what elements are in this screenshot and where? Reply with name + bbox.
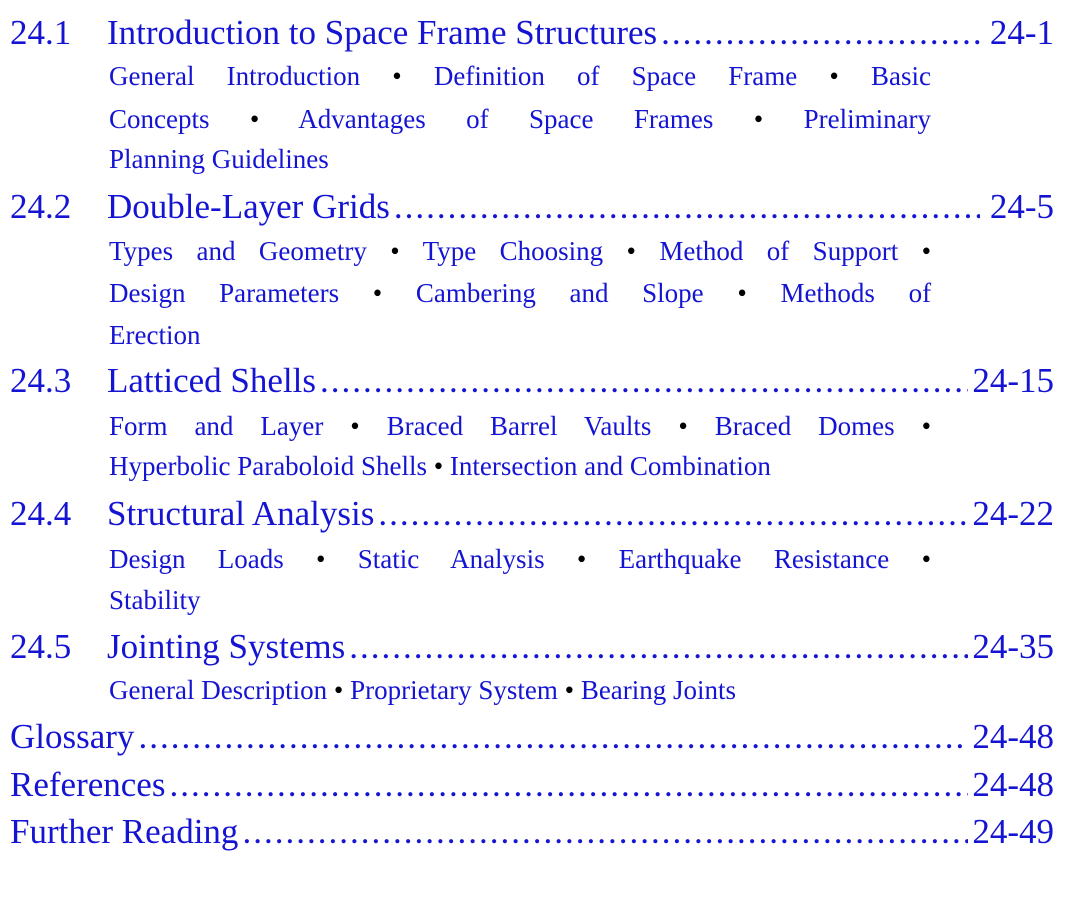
section-number: 24.2: [10, 187, 72, 226]
section-title[interactable]: Latticed Shells: [107, 361, 316, 400]
toc-entry[interactable]: [10, 494, 1054, 534]
subtopic-text[interactable]: Braced Domes: [714, 411, 895, 441]
subtopic-text[interactable]: Stability: [109, 585, 201, 615]
subtopic-text[interactable]: Bearing Joints: [580, 675, 737, 705]
subtopic-text[interactable]: Frame: [728, 61, 798, 91]
subtopic-line: [109, 144, 931, 175]
dot-leader: [349, 627, 968, 667]
subtopic-text[interactable]: Analysis: [450, 544, 545, 574]
bullet-separator: •: [433, 451, 444, 481]
toc-entry[interactable]: [10, 187, 1054, 227]
dot-leader: [169, 765, 968, 805]
subtopic-text[interactable]: Earthquake: [618, 544, 742, 574]
page-number: 24-1: [989, 13, 1054, 52]
subtopic-text[interactable]: Preliminary: [803, 104, 932, 134]
subtopic-text[interactable]: Cambering: [415, 278, 536, 308]
subtopic-line: [109, 411, 931, 442]
section-title[interactable]: Jointing Systems: [107, 627, 346, 666]
page-number: 24-48: [972, 717, 1054, 756]
toc-entry[interactable]: [10, 13, 1054, 53]
section-title[interactable]: References: [10, 765, 166, 804]
subtopic-text[interactable]: of: [908, 278, 932, 308]
subtopic-line: [109, 544, 931, 575]
subtopic-text[interactable]: Erection: [109, 320, 201, 350]
subtopic-text[interactable]: Static: [357, 544, 420, 574]
section-title[interactable]: Further Reading: [10, 812, 239, 851]
toc-entry[interactable]: [10, 717, 1054, 757]
section-title[interactable]: Glossary: [10, 717, 135, 756]
bullet-separator: •: [390, 236, 400, 266]
dot-leader: [242, 812, 968, 852]
subtopic-text[interactable]: Concepts: [109, 104, 210, 134]
page-number: 24-48: [972, 765, 1054, 804]
section-number: 24.1: [10, 13, 72, 52]
subtopic-text[interactable]: Basic: [871, 61, 932, 91]
section-title[interactable]: Structural Analysis: [107, 494, 375, 533]
subtopic-text[interactable]: Advantages: [298, 104, 426, 134]
subtopic-text[interactable]: of: [577, 61, 600, 91]
subtopic-text[interactable]: Proprietary System: [350, 675, 558, 705]
subtopic-text[interactable]: Methods: [780, 278, 875, 308]
bullet-separator: •: [678, 411, 688, 441]
subtopic-text[interactable]: Introduction: [226, 61, 361, 91]
subtopic-text[interactable]: General: [109, 61, 195, 91]
page-number: 24-22: [972, 494, 1054, 533]
subtopic-text[interactable]: Method of Support: [659, 236, 899, 266]
bullet-separator: •: [564, 675, 575, 705]
bullet-separator: •: [576, 544, 587, 574]
dot-leader: [138, 717, 968, 757]
dot-leader: [320, 361, 968, 401]
page-number: 24-35: [972, 627, 1054, 666]
subtopic-line: [109, 451, 931, 482]
bullet-separator: •: [316, 544, 326, 574]
toc-entry[interactable]: [10, 361, 1054, 401]
subtopic-line: [109, 585, 931, 616]
subtopic-text[interactable]: of: [466, 104, 489, 134]
subtopic-text[interactable]: Space: [631, 61, 697, 91]
subtopic-text[interactable]: General Description: [109, 675, 328, 705]
bullet-separator: •: [921, 544, 932, 574]
subtopic-text[interactable]: Space: [529, 104, 594, 134]
subtopic-text[interactable]: Type Choosing: [422, 236, 604, 266]
page-number: 24-49: [972, 812, 1054, 851]
bullet-separator: •: [921, 411, 932, 441]
bullet-separator: •: [333, 675, 344, 705]
subtopic-text[interactable]: Types and Geometry: [109, 236, 367, 266]
section-number: 24.4: [10, 494, 72, 533]
subtopic-line: [109, 675, 931, 706]
dot-leader: [661, 13, 980, 53]
subtopic-text[interactable]: and: [569, 278, 609, 308]
toc-entry[interactable]: [10, 765, 1054, 805]
subtopic-line: [109, 320, 931, 351]
page-number: 24-5: [989, 187, 1054, 226]
subtopic-text[interactable]: Intersection and Combination: [449, 451, 771, 481]
subtopic-text[interactable]: Definition: [433, 61, 545, 91]
bullet-separator: •: [372, 278, 383, 308]
subtopic-text[interactable]: Resistance: [773, 544, 890, 574]
subtopic-line: [109, 236, 931, 267]
bullet-separator: •: [921, 236, 932, 266]
section-title[interactable]: Introduction to Space Frame Structures: [107, 13, 658, 52]
bullet-separator: •: [249, 104, 260, 134]
bullet-separator: •: [737, 278, 747, 308]
subtopic-line: [109, 278, 931, 309]
section-number: 24.3: [10, 361, 72, 400]
toc-entry[interactable]: [10, 627, 1054, 667]
subtopic-text[interactable]: Planning Guidelines: [109, 144, 329, 174]
bullet-separator: •: [392, 61, 402, 91]
subtopic-text[interactable]: Braced Barrel Vaults: [386, 411, 652, 441]
subtopic-text[interactable]: Form and Layer: [109, 411, 324, 441]
subtopic-text[interactable]: Loads: [217, 544, 284, 574]
page-number: 24-15: [972, 361, 1054, 400]
subtopic-text[interactable]: Design: [109, 278, 186, 308]
subtopic-text[interactable]: Frames: [633, 104, 714, 134]
section-title[interactable]: Double-Layer Grids: [107, 187, 390, 226]
subtopic-text[interactable]: Design: [109, 544, 186, 574]
subtopic-text[interactable]: Slope: [642, 278, 704, 308]
section-number: 24.5: [10, 627, 72, 666]
subtopic-line: [109, 104, 931, 135]
bullet-separator: •: [753, 104, 764, 134]
bullet-separator: •: [350, 411, 360, 441]
dot-leader: [394, 187, 980, 227]
dot-leader: [378, 494, 968, 534]
subtopic-line: [109, 61, 931, 92]
bullet-separator: •: [829, 61, 839, 91]
subtopic-text[interactable]: Parameters: [219, 278, 340, 308]
toc-entry[interactable]: [10, 812, 1054, 852]
subtopic-text[interactable]: Hyperbolic Paraboloid Shells: [109, 451, 427, 481]
bullet-separator: •: [626, 236, 636, 266]
